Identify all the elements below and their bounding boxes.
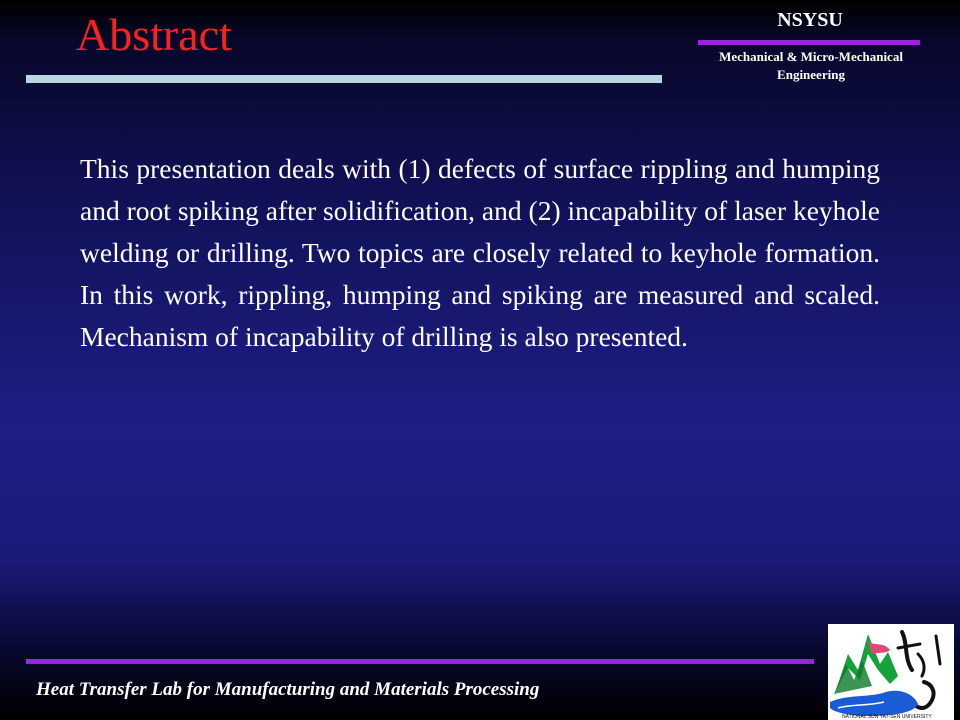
department-name: Mechanical & Micro-Mechanical Engineering: [719, 49, 903, 82]
title-underline: [26, 75, 662, 83]
slide-title: Abstract: [76, 9, 232, 60]
abstract-text: This presentation deals with (1) defects of surface rippling and humping and root spiking after solidification, and (2) incapability of laser keyhole welding or drilling. Two topics are closely related to keyhole formation. In this work, rippling, humping and spiking are measured and scaled. Mechanism of incapability of drilling is also presented.: [80, 153, 880, 352]
org-divider: [698, 40, 920, 45]
org-name: NSYSU: [777, 9, 843, 31]
university-emblem-icon: [828, 624, 954, 720]
footer-divider: [26, 659, 814, 664]
svg-text:NATIONAL SUN YAT-SEN UNIVERSIT: NATIONAL SUN YAT-SEN UNIVERSITY: [842, 714, 932, 720]
footer-lab-name: Heat Transfer Lab for Manufacturing and Materials Processing: [36, 679, 540, 700]
